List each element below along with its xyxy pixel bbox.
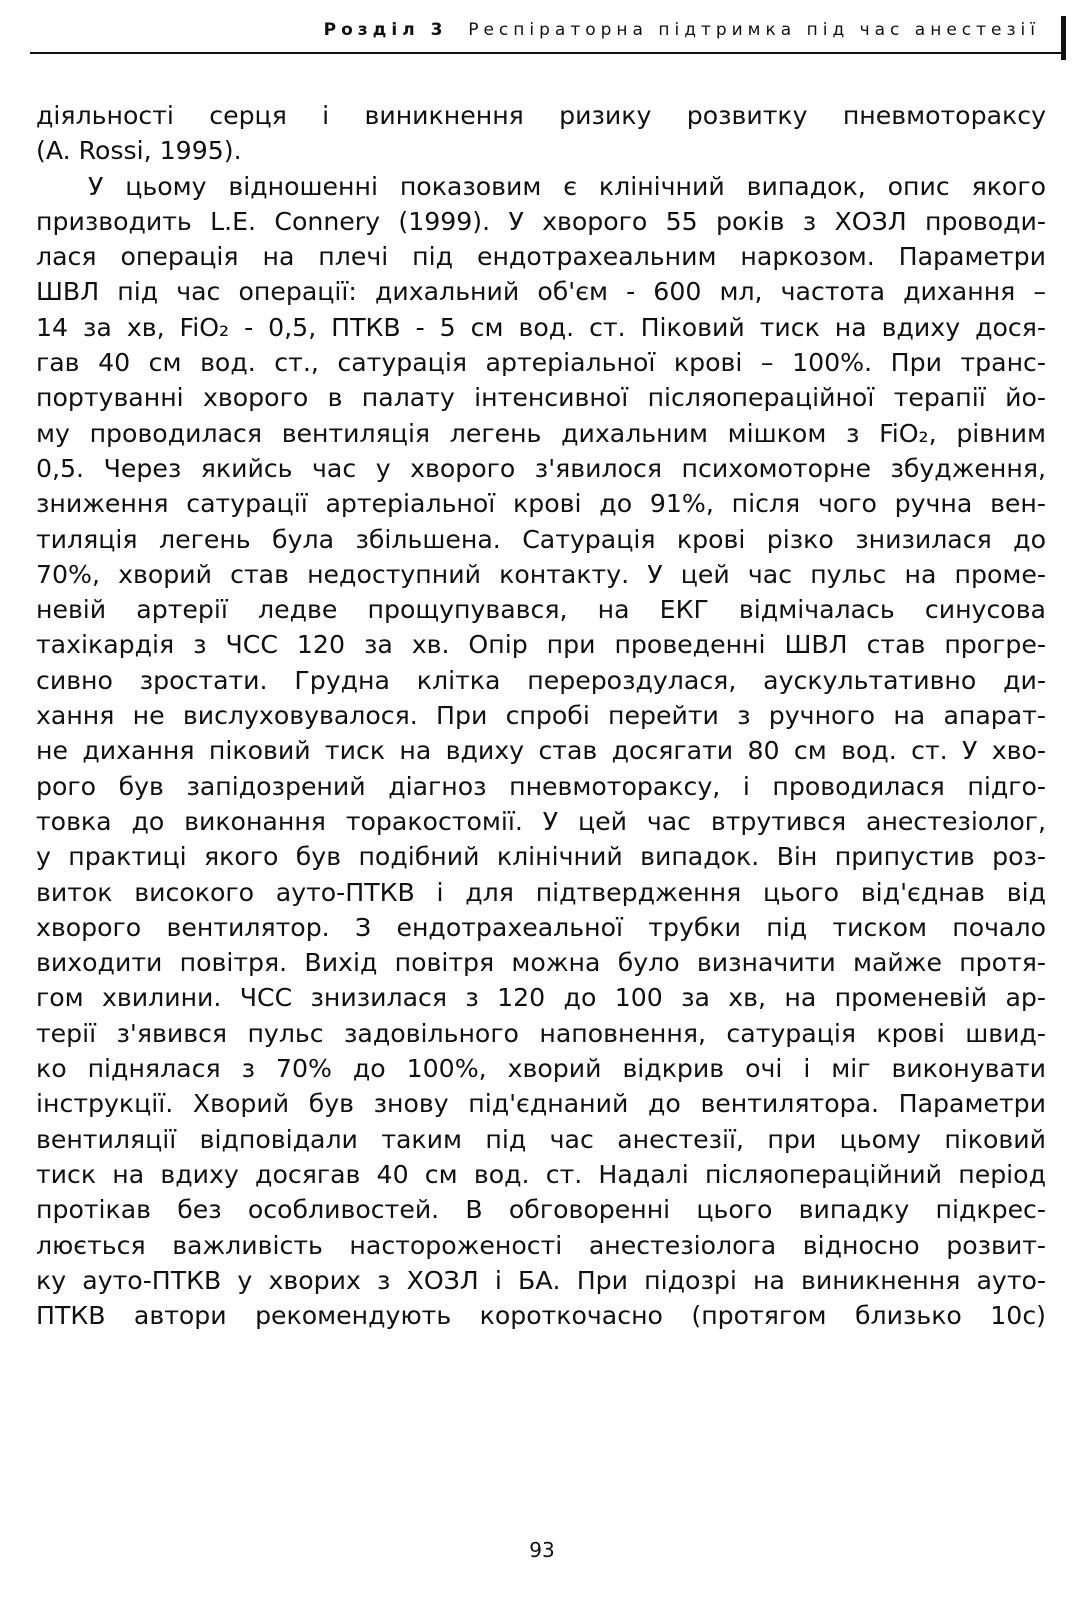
- section-title: Респіраторна підтримка під час анестезії: [468, 20, 1040, 40]
- text-line: ко піднялася з 70% до 100%, хворий відкрив очі і міг виконувати: [36, 1054, 1046, 1084]
- text-line: хворого вентилятор. З ендотрахеальної трубки під тиском почало: [36, 912, 1046, 942]
- header-edge-bar: [1061, 16, 1066, 60]
- section-label: Розділ 3: [323, 20, 448, 40]
- text-line: лася операція на плечі під ендотрахеальним наркозом. Параметри: [36, 242, 1046, 272]
- text-line: портуванні хворого в палату інтенсивної післяопераційної терапії йо-: [36, 383, 1046, 413]
- text-line: ку ауто-ПТКВ у хворих з ХОЗЛ і БА. При підозрі на виникнення ауто-: [36, 1265, 1046, 1295]
- text-line: вентиляції відповідали таким під час анестезії, при цьому піковий: [36, 1124, 1046, 1154]
- header-text: [324, 20, 1040, 40]
- text-line: му проводилася вентиляція легень дихальним мішком з FiO₂, рівним: [36, 418, 1046, 448]
- text-line: люється важливість настороженості анестезіолога відносно розвит-: [36, 1230, 1046, 1260]
- text-line: тиляція легень була збільшена. Сатурація крові різко знизилася до: [36, 524, 1046, 554]
- text-line: тиск на вдиху досягав 40 см вод. ст. Надалі післяопераційний період: [36, 1159, 1046, 1189]
- text-line: У цьому відношенні показовим є клінічний випадок, опис якого: [88, 171, 1046, 201]
- text-line: виходити повітря. Вихід повітря можна було визначити майже протя-: [36, 948, 1046, 978]
- running-header: [30, 8, 1066, 54]
- text-line: ПТКВ автори рекомендують короткочасно (протягом близько 10с): [36, 1301, 1046, 1331]
- text-line: товка до виконання торакостомії. У цей час втрутився анестезіолог,: [36, 806, 1046, 836]
- text-line: (A. Rossi, 1995).: [36, 136, 242, 166]
- text-line: діяльності серця і виникнення ризику розвитку пневмотораксу: [36, 101, 1046, 130]
- text-line: 0,5. Через якийсь час у хворого з'явилося психомоторне збудження,: [36, 453, 1046, 483]
- body-text: [36, 98, 1046, 1333]
- text-line: призводить L.E. Connery (1999). У хворого 55 років з ХОЗЛ проводи-: [36, 206, 1046, 236]
- text-line: 70%, хворий став недоступний контакту. У цей час пульс на проме-: [36, 559, 1046, 589]
- text-line: терії з'явився пульс задовільного наповнення, сатурація крові швид-: [36, 1018, 1046, 1048]
- text-line: рого був запідозрений діагноз пневмотораксу, і проводилася підго-: [36, 771, 1046, 801]
- text-line: тахікардія з ЧСС 120 за хв. Опір при проведенні ШВЛ став прогре-: [36, 630, 1046, 660]
- text-line: у практиці якого був подібний клінічний випадок. Він припустив роз-: [36, 842, 1046, 872]
- text-line: гом хвилини. ЧСС знизилася з 120 до 100 за хв, на променевій ар-: [36, 983, 1046, 1013]
- text-line: гав 40 см вод. ст., сатурація артеріальної крові – 100%. При транс-: [36, 348, 1046, 378]
- text-line: протікав без особливостей. В обговоренні цього випадку підкрес-: [36, 1195, 1046, 1225]
- text-line: хання не вислуховувалося. При спробі перейти з ручного на апарат-: [36, 701, 1046, 731]
- text-line: сивно зростати. Грудна клітка перероздулася, аускультативно ди-: [36, 665, 1046, 695]
- text-line: не дихання піковий тиск на вдиху став досягати 80 см вод. ст. У хво-: [36, 736, 1046, 766]
- text-line: виток високого ауто-ПТКВ і для підтвердження цього від'єднав від: [36, 877, 1046, 907]
- text-line: 14 за хв, FiO₂ - 0,5, ПТКВ - 5 см вод. ст. Піковий тиск на вдиху дося-: [36, 312, 1046, 342]
- text-line: невій артерії ледве прощупувався, на ЕКГ відмічалась синусова: [36, 595, 1046, 625]
- text-line: інструкції. Хворий був знову під'єднаний до вентилятора. Параметри: [36, 1089, 1046, 1119]
- text-line: ШВЛ під час операції: дихальний об'єм - 600 мл, частота дихання –: [36, 277, 1046, 307]
- text-line: зниження сатурації артеріальної крові до 91%, після чого ручна вен-: [36, 489, 1046, 519]
- page-number: 93: [529, 1538, 555, 1562]
